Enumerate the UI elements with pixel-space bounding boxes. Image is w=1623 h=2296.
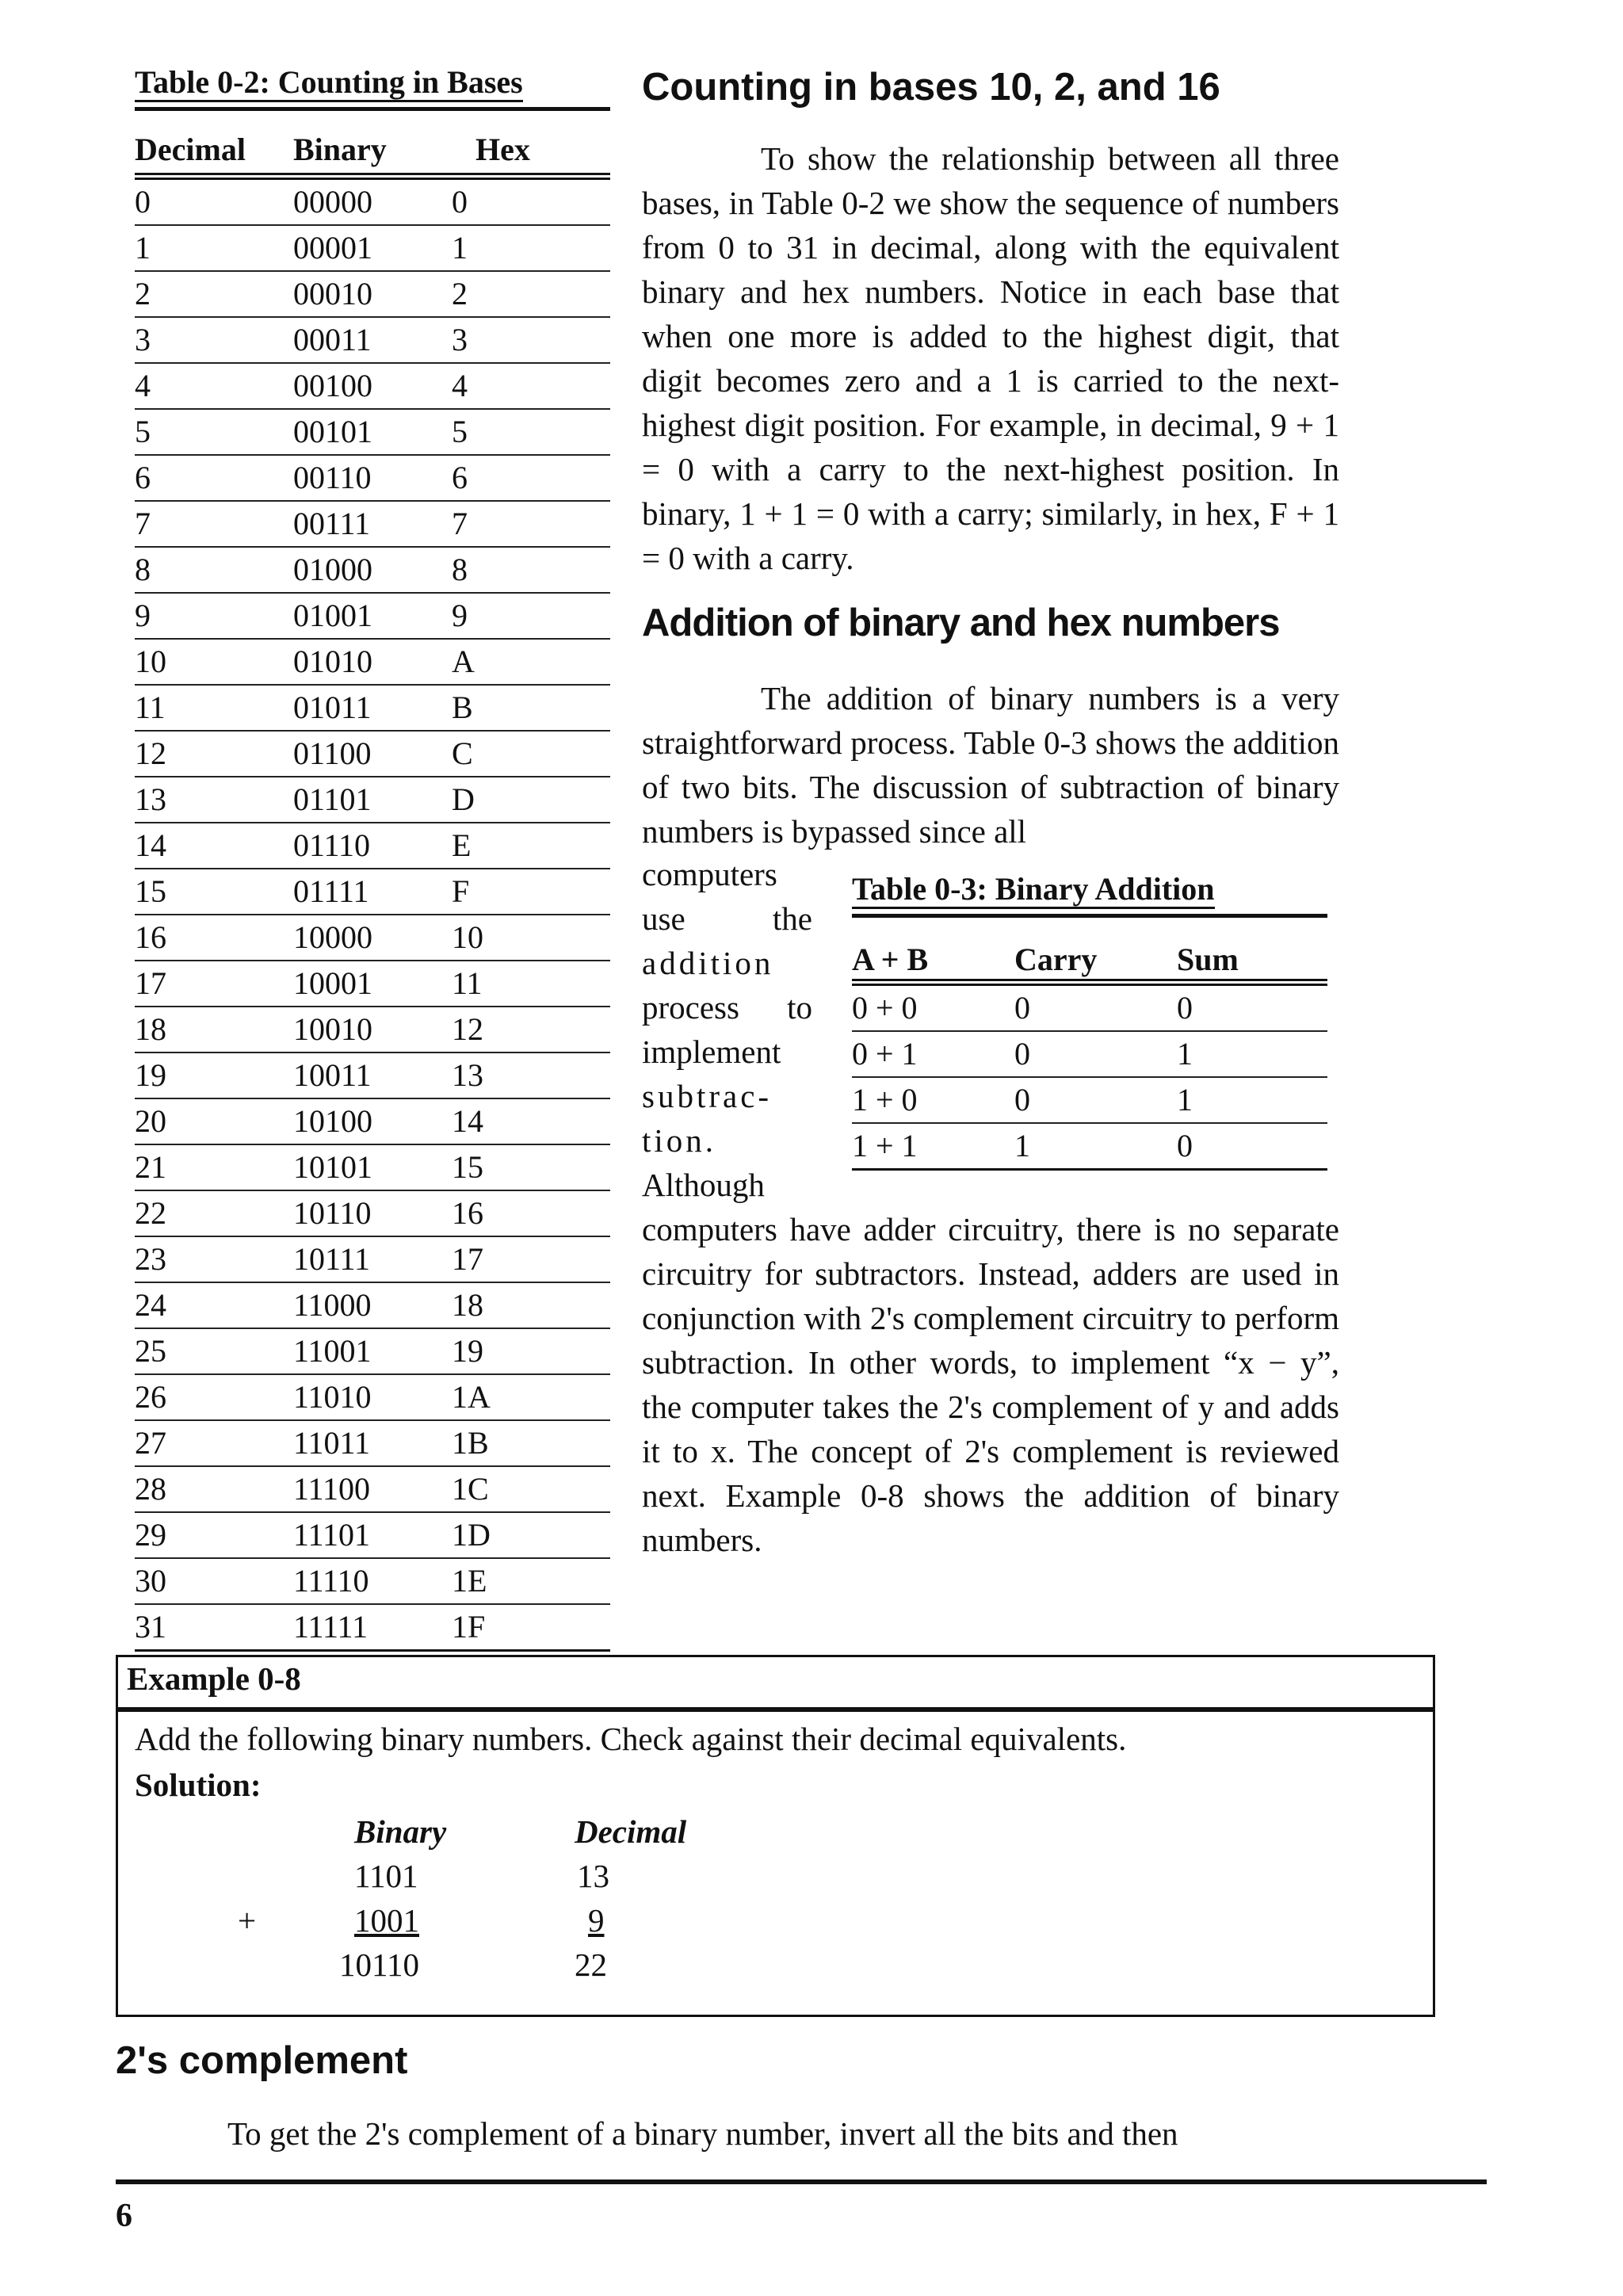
cell-hex: 3 [452,322,468,357]
cell-ab: 1 + 1 [852,1128,918,1163]
cell-binary: 11111 [293,1609,369,1645]
cell-decimal: 0 [135,184,151,220]
cell-binary: 10101 [293,1149,372,1185]
table-row [135,1053,610,1099]
table-row [135,1145,610,1191]
paragraph-addition-wrapped [642,852,812,1207]
cell-decimal: 17 [135,965,166,1001]
table-row [135,1099,610,1145]
cell-binary: 00000 [293,184,372,220]
cell-binary: 11100 [293,1471,371,1507]
table-row [135,272,610,318]
cell-sum: 0 [1177,990,1193,1026]
cell-binary: 11001 [293,1333,372,1369]
table-row [135,1605,610,1652]
cell-decimal: 24 [135,1287,166,1323]
cell-binary: 10000 [293,919,372,955]
example-binary-sum: 10110 [339,1946,419,1983]
page-number: 6 [116,2198,132,2234]
cell-hex: 11 [452,965,483,1001]
table-0-2-header-decimal: Decimal [135,132,246,167]
cell-decimal: 20 [135,1103,166,1139]
cell-hex: 9 [452,598,468,633]
wrapped-line [642,852,812,896]
table-row [135,732,610,777]
cell-hex: 6 [452,460,468,495]
table-row [135,1559,610,1605]
example-binary-value: 1101 [354,1858,418,1894]
cell-hex: C [452,735,473,771]
example-decimal-value: 9 [588,1902,605,1939]
cell-binary: 00110 [293,460,372,495]
cell-ab: 0 + 1 [852,1036,918,1072]
cell-decimal: 1 [135,230,151,266]
cell-hex: 16 [452,1195,483,1231]
table-row [135,1329,610,1375]
cell-carry: 0 [1014,1082,1030,1117]
cell-hex: 1E [452,1563,487,1599]
cell-binary: 00111 [293,506,371,541]
cell-decimal: 29 [135,1517,166,1553]
table-row [135,1421,610,1467]
table-row [135,915,610,961]
cell-ab: 1 + 0 [852,1082,918,1117]
cell-binary: 01100 [293,735,372,771]
cell-hex: 4 [452,368,468,403]
wrapped-line [642,941,812,985]
cell-decimal: 7 [135,506,151,541]
table-row [135,823,610,869]
example-decimal-value: 13 [577,1858,609,1894]
cell-binary: 10010 [293,1011,372,1047]
paragraph-addition-continued: computers have adder circuitry, there is no separate circuitry for subtractors. Instead, adders are used in conjunction with 2's complement circuitry to perform subtraction. In other words, to implement “x − y”, the computer takes the 2's complement of y and adds it to x. The concept of 2's complement is reviewed next. Example 0-8 shows the addition of binary numbers. [642,1211,1339,1558]
cell-hex: 17 [452,1241,483,1277]
heading-counting-in-bases: Counting in bases 10, 2, and 16 [642,66,1220,109]
cell-sum: 0 [1177,1128,1193,1163]
example-binary-value: 1001 [354,1902,419,1939]
cell-binary: 10011 [293,1057,372,1093]
wrapped-word: subtrac- [642,1078,773,1114]
cell-hex: 1 [452,230,468,266]
cell-decimal: 18 [135,1011,166,1047]
paragraph-addition-intro: The addition of binary numbers is a very straightforward process. Table 0-3 shows the addition of two bits. The discussion of subtraction of binary numbers is bypassed since all [642,680,1339,850]
cell-ab: 0 + 0 [852,990,918,1026]
table-0-2-header-binary: Binary [293,132,387,167]
wrapped-word: implement [642,1033,781,1070]
cell-hex: 8 [452,552,468,587]
cell-binary: 00101 [293,414,372,449]
cell-decimal: 16 [135,919,166,955]
table-row [852,1078,1327,1124]
example-decimal-sum: 22 [575,1946,607,1983]
cell-decimal: 4 [135,368,151,403]
table-row [135,777,610,823]
cell-hex: 1D [452,1517,491,1553]
table-row [135,456,610,502]
wrapped-line [642,1074,812,1118]
table-row [135,364,610,410]
table-0-3-header-ab: A + B [852,942,929,977]
cell-hex: 0 [452,184,468,220]
table-row [135,180,610,226]
wrapped-word: addition [642,945,774,981]
example-title-bar [116,1655,1435,1712]
cell-hex: 7 [452,506,468,541]
table-row [852,1124,1327,1171]
wrapped-word: to [787,989,812,1026]
paragraph-twos-complement: To get the 2's complement of a binary number, invert all the bits and then [227,2115,1178,2152]
table-row [135,640,610,686]
cell-binary: 10110 [293,1195,372,1231]
table-row [135,869,610,915]
table-0-3-caption: Table 0-3: Binary Addition [852,870,1327,907]
example-instruction: Add the following binary numbers. Check against their decimal equivalents. [135,1721,1127,1757]
cell-decimal: 9 [135,598,151,633]
cell-decimal: 8 [135,552,151,587]
cell-binary: 11011 [293,1425,371,1461]
table-row [852,1032,1327,1078]
wrapped-word: process [642,989,739,1026]
cell-hex: 5 [452,414,468,449]
heading-twos-complement: 2's complement [116,2039,408,2082]
cell-binary: 11010 [293,1379,372,1415]
cell-hex: 12 [452,1011,483,1047]
example-title: Example 0-8 [127,1660,301,1697]
table-0-3-header-sum: Sum [1177,942,1239,977]
table-row [135,1007,610,1053]
cell-binary: 10001 [293,965,372,1001]
table-row [135,1237,610,1283]
cell-hex: 13 [452,1057,483,1093]
cell-binary: 01111 [293,873,369,909]
cell-sum: 1 [1177,1036,1193,1072]
table-0-3-header-carry: Carry [1014,942,1098,977]
wrapped-word: use [642,900,685,937]
cell-decimal: 3 [135,322,151,357]
table-row [135,1467,610,1513]
cell-binary: 11101 [293,1517,371,1553]
wrapped-line [642,1163,812,1207]
table-row [135,502,610,548]
example-plus-operator: + [238,1902,257,1939]
cell-decimal: 30 [135,1563,166,1599]
table-0-2-header-rule [135,173,610,175]
cell-hex: 14 [452,1103,483,1139]
cell-binary: 01010 [293,644,372,679]
cell-binary: 10100 [293,1103,372,1139]
heading-addition: Addition of binary and hex numbers [642,602,1280,644]
table-row [135,1513,610,1559]
example-binary-header: Binary [354,1813,447,1850]
paragraph-counting: To show the relationship between all three bases, in Table 0-2 we show the sequence of numbers from 0 to 31 in decimal, along with the equivalent binary and hex numbers. Notice in each base that when one more is added to the highest digit, that digit becomes zero and a 1 is carried to the next-highest digit position. For example, in decimal, 9 + 1 = 0 with a carry to the next-highest position. In binary, 1 + 1 = 0 with a carry; similarly, in hex, F + 1 = 0 with a carry. [642,140,1339,576]
cell-decimal: 13 [135,781,166,817]
cell-carry: 1 [1014,1128,1030,1163]
cell-hex: 1C [452,1471,489,1507]
table-row [135,686,610,732]
table-row [135,961,610,1007]
wrapped-line [642,1118,812,1163]
cell-binary: 11110 [293,1563,369,1599]
wrapped-word: Although [642,1167,765,1203]
cell-sum: 1 [1177,1082,1193,1117]
table-row [135,1191,610,1237]
wrapped-line [642,896,812,941]
cell-hex: 1B [452,1425,489,1461]
example-solution-label: Solution: [135,1767,262,1803]
table-row [135,226,610,272]
table-0-2-caption-rule [135,107,610,111]
cell-hex: 18 [452,1287,483,1323]
example-decimal-header: Decimal [575,1813,687,1850]
cell-binary: 00010 [293,276,372,311]
wrapped-word: tion. [642,1122,717,1159]
table-row [135,410,610,456]
table-0-3-header-rule [852,979,1327,981]
table-0-3-body [852,986,1327,1171]
table-0-2-caption: Table 0-2: Counting in Bases [135,63,610,101]
cell-binary: 10111 [293,1241,371,1277]
cell-decimal: 23 [135,1241,166,1277]
cell-hex: D [452,781,475,817]
cell-binary: 01000 [293,552,372,587]
cell-binary: 00011 [293,322,372,357]
cell-hex: E [452,827,472,863]
cell-hex: 1F [452,1609,486,1645]
cell-hex: 2 [452,276,468,311]
table-0-3-header [852,941,1327,984]
cell-binary: 00001 [293,230,372,266]
cell-binary: 01001 [293,598,372,633]
cell-decimal: 15 [135,873,166,909]
cell-carry: 0 [1014,1036,1030,1072]
cell-binary: 01110 [293,827,371,863]
cell-binary: 11000 [293,1287,372,1323]
table-row [135,1283,610,1329]
cell-decimal: 10 [135,644,166,679]
table-0-2-body [135,180,610,1652]
cell-hex: A [452,644,475,679]
cell-binary: 01011 [293,690,372,725]
cell-decimal: 27 [135,1425,166,1461]
wrapped-line [642,1030,812,1074]
cell-decimal: 31 [135,1609,166,1645]
cell-decimal: 11 [135,690,166,725]
cell-decimal: 22 [135,1195,166,1231]
wrapped-line [642,985,812,1030]
cell-carry: 0 [1014,990,1030,1026]
wrapped-word: the [772,900,812,937]
table-0-2-header-hex: Hex [475,132,530,167]
cell-hex: F [452,873,470,909]
cell-hex: 19 [452,1333,483,1369]
cell-decimal: 5 [135,414,151,449]
table-0-3-caption-rule [852,914,1327,918]
cell-binary: 01101 [293,781,372,817]
wrapped-word: computers [642,856,777,892]
cell-hex: 10 [452,919,483,955]
cell-hex: 1A [452,1379,491,1415]
table-0-2-header [135,131,610,174]
table-row [135,1375,610,1421]
table-row [135,548,610,594]
table-row [135,318,610,364]
cell-decimal: 6 [135,460,151,495]
cell-decimal: 12 [135,735,166,771]
cell-hex: 15 [452,1149,483,1185]
cell-decimal: 25 [135,1333,166,1369]
cell-binary: 00100 [293,368,372,403]
cell-decimal: 28 [135,1471,166,1507]
table-row [135,594,610,640]
cell-decimal: 14 [135,827,166,863]
table-row [852,986,1327,1032]
footer-rule [116,2179,1487,2184]
cell-decimal: 21 [135,1149,166,1185]
cell-decimal: 2 [135,276,151,311]
cell-decimal: 26 [135,1379,166,1415]
cell-hex: B [452,690,473,725]
cell-decimal: 19 [135,1057,166,1093]
